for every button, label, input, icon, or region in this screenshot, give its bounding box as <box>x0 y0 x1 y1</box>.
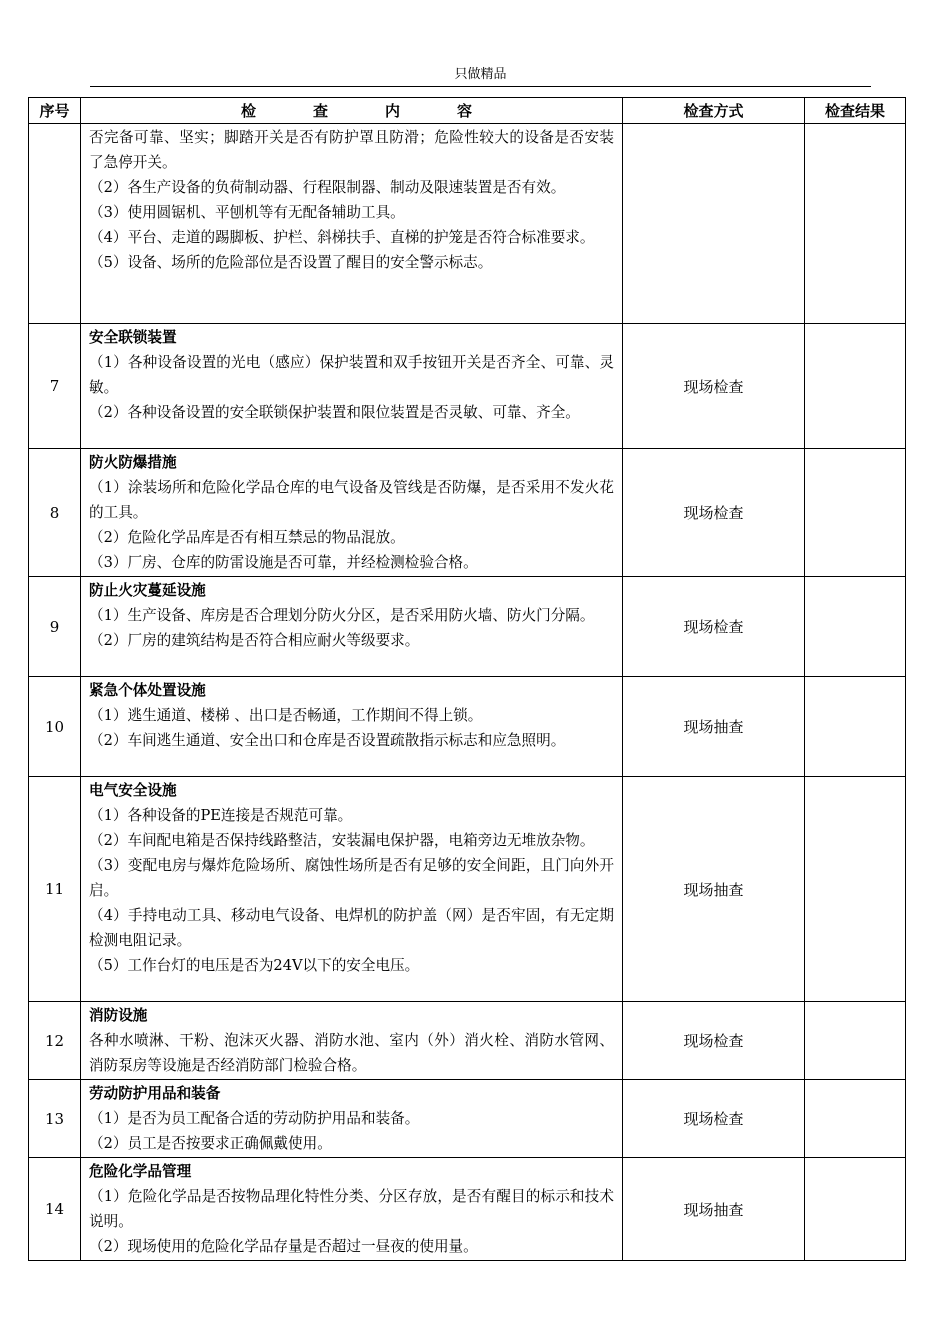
row-method: 现场检查 <box>623 324 805 449</box>
check-item: （2）各种设备设置的安全联锁保护装置和限位装置是否灵敏、可靠、齐全。 <box>89 404 580 421</box>
row-result <box>805 777 906 1002</box>
row-number: 8 <box>29 449 81 577</box>
check-item: （4）手持电动工具、移动电气设备、电焊机的防护盖（网）是否牢固，有无定期检测电阻记录。 <box>89 907 614 949</box>
table-row <box>29 324 906 449</box>
table-row <box>29 1080 906 1158</box>
check-item: （2）车间逃生通道、安全出口和仓库是否设置疏散指示标志和应急照明。 <box>89 732 566 749</box>
section-title: 紧急个体处置设施 <box>89 682 206 699</box>
column-header-content-char: 查 <box>312 102 328 120</box>
check-item: （5）设备、场所的危险部位是否设置了醒目的安全警示标志。 <box>89 254 493 271</box>
row-content <box>81 577 623 677</box>
row-result <box>805 1158 906 1261</box>
table-row <box>29 677 906 777</box>
row-number: 13 <box>29 1080 81 1158</box>
check-item: （5）工作台灯的电压是否为24V以下的安全电压。 <box>89 957 420 974</box>
row-method: 现场检查 <box>623 1080 805 1158</box>
row-result <box>805 577 906 677</box>
row-result <box>805 324 906 449</box>
row-content <box>81 677 623 777</box>
row-number: 10 <box>29 677 81 777</box>
check-item: （2）厂房的建筑结构是否符合相应耐火等级要求。 <box>89 632 420 649</box>
row-number: 11 <box>29 777 81 1002</box>
column-header-no: 序号 <box>29 98 81 124</box>
check-item: （2）车间配电箱是否保持线路整洁，安装漏电保护器，电箱旁边无堆放杂物。 <box>89 832 595 849</box>
check-item: （1）是否为员工配备合适的劳动防护用品和装备。 <box>89 1110 420 1127</box>
row-number: 14 <box>29 1158 81 1261</box>
check-item: （1）涂装场所和危险化学品仓库的电气设备及管线是否防爆，是否采用不发火花的工具。 <box>89 479 614 521</box>
row-content <box>81 777 623 1002</box>
check-item: （3）使用圆锯机、平刨机等有无配备辅助工具。 <box>89 204 405 221</box>
table-row <box>29 1002 906 1080</box>
row-method: 现场抽查 <box>623 777 805 1002</box>
row-content <box>81 324 623 449</box>
row-method <box>623 124 805 324</box>
column-header-result: 检查结果 <box>805 98 906 124</box>
row-method: 现场检查 <box>623 577 805 677</box>
column-header-content <box>81 98 623 124</box>
row-method: 现场检查 <box>623 1002 805 1080</box>
check-item: （3）变配电房与爆炸危险场所、腐蚀性场所是否有足够的安全间距，且门向外开启。 <box>89 857 614 899</box>
row-number: 9 <box>29 577 81 677</box>
column-header-content-char: 检 <box>241 102 257 120</box>
row-result <box>805 449 906 577</box>
check-item: （4）平台、走道的踢脚板、护栏、斜梯扶手、直梯的护笼是否符合标准要求。 <box>89 229 595 246</box>
section-title: 电气安全设施 <box>89 782 177 799</box>
row-result <box>805 124 906 324</box>
table-row <box>29 124 906 324</box>
row-method: 现场抽查 <box>623 1158 805 1261</box>
row-number: 7 <box>29 324 81 449</box>
row-method: 现场抽查 <box>623 677 805 777</box>
row-result <box>805 1002 906 1080</box>
row-result <box>805 1080 906 1158</box>
row-content <box>81 124 623 324</box>
section-title: 安全联锁装置 <box>89 329 177 346</box>
section-title: 防火防爆措施 <box>89 454 177 471</box>
check-item: （2）员工是否按要求正确佩戴使用。 <box>89 1135 332 1152</box>
table-row <box>29 577 906 677</box>
section-title: 危险化学品管理 <box>89 1163 192 1180</box>
check-item: （1）各种设备设置的光电（感应）保护装置和双手按钮开关是否齐全、可靠、灵敏。 <box>89 354 614 396</box>
check-item: （2）各生产设备的负荷制动器、行程限制器、制动及限速装置是否有效。 <box>89 179 566 196</box>
table-body <box>29 124 906 1261</box>
row-number: 12 <box>29 1002 81 1080</box>
inspection-table <box>28 97 906 1261</box>
table-row <box>29 777 906 1002</box>
column-header-content-char: 容 <box>456 102 472 120</box>
row-content <box>81 1080 623 1158</box>
section-title: 防止火灾蔓延设施 <box>89 582 206 599</box>
column-header-content-char: 内 <box>384 102 400 120</box>
check-item: 否完备可靠、坚实；脚踏开关是否有防护罩且防滑；危险性较大的设备是否安装了急停开关。 <box>89 129 614 171</box>
section-title: 劳动防护用品和装备 <box>89 1085 221 1102</box>
table-header-row <box>29 98 906 124</box>
check-item: （1）各种设备的PE连接是否规范可靠。 <box>89 807 353 824</box>
section-title: 消防设施 <box>89 1007 148 1024</box>
check-item: 各种水喷淋、干粉、泡沫灭火器、消防水池、室内（外）消火栓、消防水管网、消防泵房等设施是否经消防部门检验合格。 <box>89 1032 614 1074</box>
check-item: （2）现场使用的危险化学品存量是否超过一昼夜的使用量。 <box>89 1238 478 1255</box>
check-item: （1）危险化学品是否按物品理化特性分类、分区存放，是否有醒目的标示和技术说明。 <box>89 1188 614 1230</box>
table-row <box>29 1158 906 1261</box>
table-row <box>29 449 906 577</box>
check-item: （2）危险化学品库是否有相互禁忌的物品混放。 <box>89 529 405 546</box>
column-header-method: 检查方式 <box>623 98 805 124</box>
check-item: （3）厂房、仓库的防雷设施是否可靠，并经检测检验合格。 <box>89 554 478 571</box>
row-number <box>29 124 81 324</box>
row-content <box>81 1158 623 1261</box>
page-header: 只做精品 <box>454 67 507 82</box>
check-item: （1）生产设备、库房是否合理划分防火分区，是否采用防火墙、防火门分隔。 <box>89 607 595 624</box>
row-content <box>81 449 623 577</box>
check-item: （1）逃生通道、楼梯 、出口是否畅通，工作期间不得上锁。 <box>89 707 483 724</box>
header-rule <box>90 86 871 87</box>
row-content <box>81 1002 623 1080</box>
row-result <box>805 677 906 777</box>
row-method: 现场检查 <box>623 449 805 577</box>
